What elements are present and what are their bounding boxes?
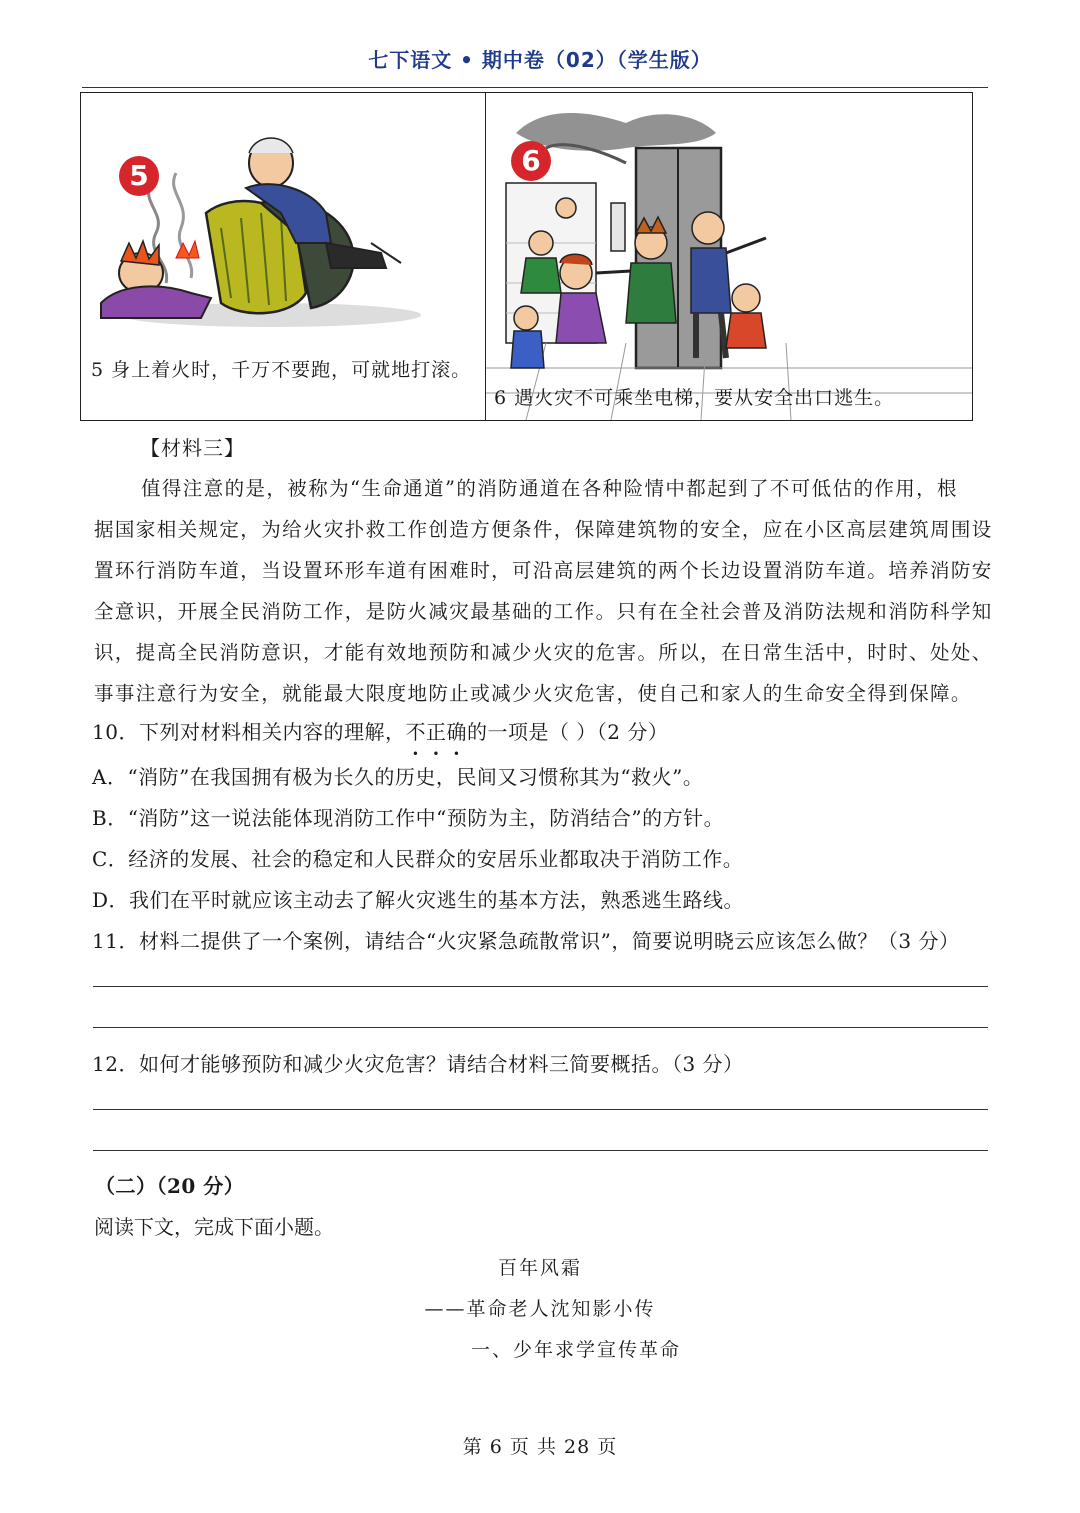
emphasis-char: 确 — [446, 720, 467, 744]
material3-line: 值得注意的是，被称为“生命通道”的消防通道在各种险情中都起到了不可低估的作用，根 — [141, 477, 958, 500]
answer-line — [93, 1109, 988, 1110]
material3-title: 【材料三】 — [140, 436, 245, 460]
material3-line: 据国家相关规定，为给火灾扑救工作创造方便条件，保障建筑物的安全，应在小区高层建筑周围设 — [94, 518, 993, 541]
section-2-heading: （二）（20 分） — [95, 1174, 245, 1198]
option-c: C．经济的发展、社会的稳定和人民群众的安居乐业都取决于消防工作。 — [92, 847, 744, 871]
option-b: B．“消防”这一说法能体现消防工作中“预防为主，防消结合”的方针。 — [92, 806, 725, 830]
material3-line: 全意识，开展全民消防工作，是防火减灾最基础的工作。只有在全社会普及消防法规和消防科学知 — [94, 600, 993, 623]
badge-5: 5 — [119, 156, 159, 196]
emphasis-char: 正 — [425, 720, 447, 744]
answer-line — [93, 986, 988, 987]
answer-line — [93, 1027, 988, 1028]
question-12: 12．如何才能够预防和减少火灾危害？请结合材料三简要概括。（3 分） — [92, 1052, 744, 1076]
badge-6: 6 — [511, 141, 551, 181]
illustration-cell-5 — [81, 93, 485, 420]
answer-line — [93, 1150, 988, 1151]
question-11: 11．材料二提供了一个案例，请结合“火灾紧急疏散常识”，简要说明晓云应该怎么做？（3 分） — [92, 929, 960, 953]
reading-instruction: 阅读下文，完成下面小题。 — [94, 1215, 334, 1239]
caption-5: 5 身上着火时，千万不要跑，可就地打滚。 — [91, 359, 472, 381]
question-10-prefix: 10．下列对材料相关内容的理解， — [92, 720, 406, 744]
chapter-heading: 一、少年求学宣传革命 — [470, 1339, 681, 1361]
option-d: D．我们在平时就应该主动去了解火灾逃生的基本方法，熟悉逃生路线。 — [92, 888, 745, 912]
option-a: A．“消防”在我国拥有极为长久的历史，民间又习惯称其为“救火”。 — [92, 765, 704, 789]
question-10 — [92, 716, 668, 745]
article-subtitle: ——革命老人沈知影小传 — [424, 1298, 656, 1320]
material3-line: 事事注意行为安全，就能最大限度地防止或减少火灾危害，使自己和家人的生命安全得到保障。 — [94, 682, 972, 705]
page-number: 第 6 页 共 28 页 — [462, 1436, 618, 1458]
elevator-escape-illustration — [486, 93, 972, 420]
question-10-suffix: 的一项是（ ）（2 分） — [466, 720, 669, 744]
material3-line: 置环行消防车道，当设置环形车道有困难时，可沿高层建筑的两个长边设置消防车道。培养消防安 — [94, 559, 993, 582]
illustration-table — [80, 92, 973, 421]
emphasis-char: 不 — [405, 720, 426, 744]
page-header: 七下语文 • 期中卷（02）（学生版） — [368, 48, 712, 72]
header-rule — [82, 87, 988, 88]
caption-6: 6 遇火灾不可乘坐电梯，要从安全出口逃生。 — [494, 387, 895, 409]
material3-line: 识，提高全民消防意识，才能有效地预防和减少火灾的危害。所以，在日常生活中，时时、处处、 — [94, 641, 993, 664]
article-title: 百年风霜 — [497, 1257, 582, 1279]
illustration-cell-6 — [486, 93, 972, 420]
